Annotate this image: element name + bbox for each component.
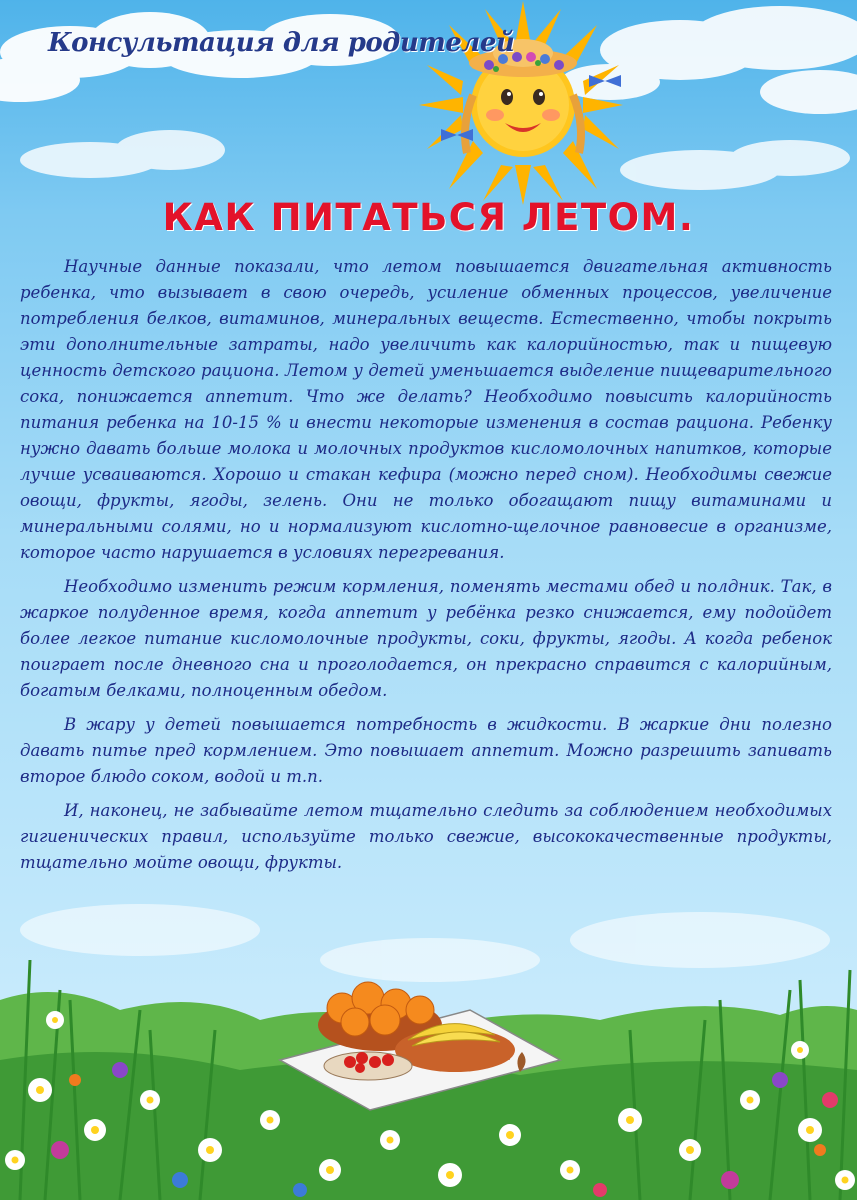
consultation-label: Консультация для родителей <box>48 28 515 58</box>
page-title: КАК ПИТАТЬСЯ ЛЕТОМ. <box>162 196 695 239</box>
article-paragraph: Необходимо изменить режим кормления, поменять местами обед и полдник. Так, в жаркое полуденное время, когда аппетит у ребёнка резко снижается, ему подойдет более легкое питание кисломолочные продукты, соки, фрукты, ягоды. А когда ребенок поиграет после дневного сна и проголодается, он прекрасно справится с калорийным, богатым белками, полноценным обедом. <box>20 577 832 700</box>
article-paragraph: Научные данные показали, что летом повышается двигательная активность ребенка, что вызывает в свою очередь, усиление обменных процессов, увеличение потребления белков, витаминов, минеральных веществ. Естественно, чтобы покрыть эти дополнительные затраты, надо увеличить как калорийностью, так и пищевую ценность детского рациона. Летом у детей уменьшается выделение пищеварительного сока, понижается аппетит. Что же делать? Необходимо повысить калорийность питания ребенка на 10-15 % и внести некоторые изменения в состав рациона. Ребенку нужно давать больше молока и молочных продуктов кисломолочных напитков, которые лучше усваиваются. Хорошо и стакан кефира (можно перед сном). Необходимы свежие овощи, фрукты, ягоды, зелень. Они не только обогащают пищу витаминами и минеральными солями, но и нормализуют кислотно-щелочное равновесие в организме, которое часто нарушается в условиях перегревания. <box>20 257 832 562</box>
article-paragraph: И, наконец, не забывайте летом тщательно следить за соблюдением необходимых гигиенических правил, используйте только свежие, высококачественные продукты, тщательно мойте овощи, фрукты. <box>20 801 832 872</box>
article-paragraph: В жару у детей повышается потребность в жидкости. В жаркие дни полезно давать питье пред кормлением. Это повышает аппетит. Можно разрешить запивать второе блюдо соком, водой и т.п. <box>20 715 832 786</box>
article-body <box>20 254 832 884</box>
